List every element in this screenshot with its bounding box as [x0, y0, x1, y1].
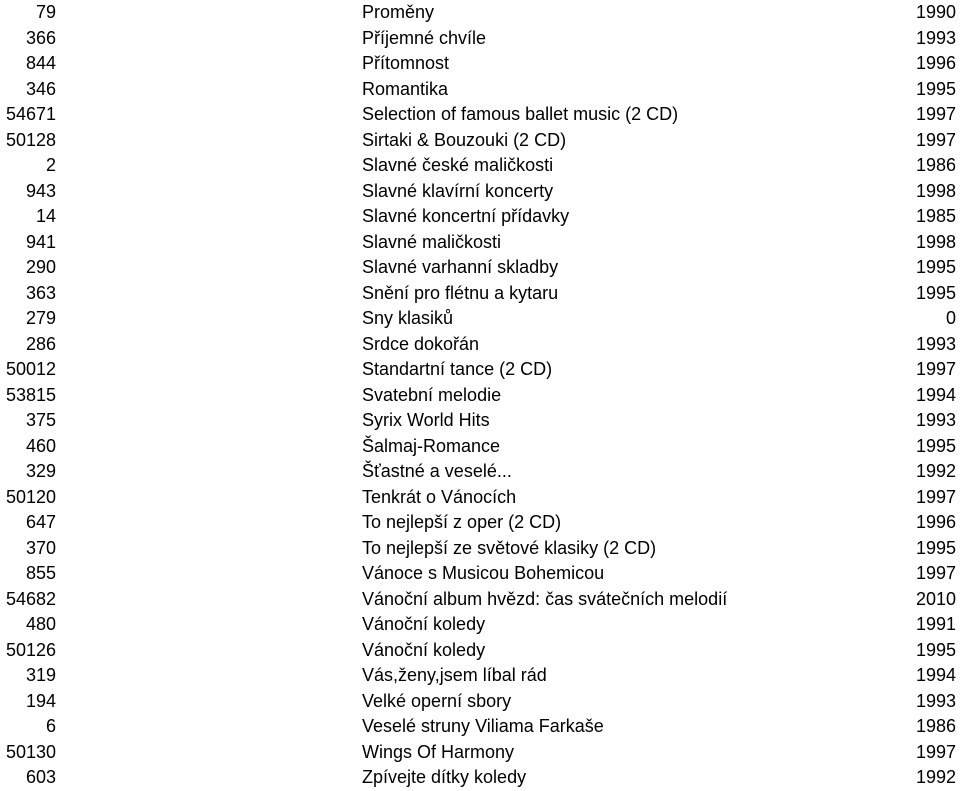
album-title-cell: Proměny: [362, 2, 435, 22]
album-title-cell: Šťastné a veselé...: [362, 461, 512, 481]
album-id-cell: 54682: [5, 588, 56, 609]
album-year-cell: 1995: [915, 78, 956, 99]
album-title-cell: Slavné klavírní koncerty: [362, 180, 554, 201]
album-id-cell: 50126: [5, 639, 56, 660]
album-year-cell: 1986: [915, 155, 956, 175]
table-row: [0, 281, 960, 307]
album-year-cell: 1993: [915, 410, 956, 430]
table-row: [0, 510, 960, 536]
album-id-cell: 603: [25, 767, 56, 787]
album-year-cell: 1997: [915, 563, 956, 583]
table-row: [0, 663, 960, 689]
album-id-cell: 480: [25, 614, 56, 634]
album-title-cell: Vánoční koledy: [362, 614, 486, 634]
album-id-cell: 290: [25, 257, 56, 277]
table-row: [0, 332, 960, 358]
album-id-cell: 6: [45, 716, 56, 736]
album-title-cell: Wings Of Harmony: [362, 741, 515, 762]
album-id-cell: 50128: [5, 129, 56, 150]
album-id-cell: 375: [25, 410, 56, 430]
album-id-cell: 286: [25, 333, 56, 354]
album-id-cell: 50120: [5, 486, 56, 507]
album-year-cell: 1992: [915, 461, 956, 481]
table-row: [0, 357, 960, 383]
table-row: [0, 434, 960, 460]
album-title-cell: Vánoční album hvězd: čas svátečních melodií: [362, 588, 728, 609]
table-row: [0, 561, 960, 587]
album-id-cell: 855: [25, 563, 56, 583]
album-id-cell: 844: [25, 53, 56, 73]
album-title-cell: Romantika: [362, 78, 449, 99]
album-id-cell: 647: [25, 512, 56, 532]
album-year-cell: 0: [945, 308, 956, 328]
table-row: [0, 765, 960, 791]
table-row: [0, 740, 960, 766]
album-id-cell: 53815: [5, 384, 56, 405]
table-row: [0, 102, 960, 128]
album-id-cell: 50012: [5, 359, 56, 379]
album-title-cell: Velké operní sbory: [362, 690, 512, 711]
album-title-cell: Slavné maličkosti: [362, 231, 502, 252]
album-title-cell: Vánoce s Musicou Bohemicou: [362, 563, 605, 583]
album-id-cell: 329: [25, 461, 56, 481]
album-year-cell: 1985: [915, 206, 956, 226]
album-year-cell: 1995: [915, 537, 956, 558]
album-title-cell: Slavné české maličkosti: [362, 155, 554, 175]
album-year-cell: 1997: [915, 359, 956, 379]
table-row: [0, 689, 960, 715]
table-row: [0, 306, 960, 332]
album-year-cell: 1993: [915, 690, 956, 711]
album-id-cell: 14: [35, 206, 56, 226]
album-id-cell: 279: [25, 308, 56, 328]
album-year-cell: 1997: [915, 129, 956, 150]
album-year-cell: 1995: [915, 639, 956, 660]
table-row: [0, 77, 960, 103]
table-row: [0, 408, 960, 434]
album-title-cell: Tenkrát o Vánocích: [362, 486, 517, 507]
table-row: [0, 0, 960, 26]
album-year-cell: 1995: [915, 257, 956, 277]
album-title-cell: To nejlepší ze světové klasiky (2 CD): [362, 537, 657, 558]
album-title-cell: Vás,ženy,jsem líbal rád: [362, 665, 547, 685]
album-title-cell: Zpívejte dítky koledy: [362, 767, 527, 787]
album-title-cell: Veselé struny Viliama Farkaše: [362, 716, 604, 736]
album-id-cell: 319: [25, 665, 56, 685]
album-year-cell: 1992: [915, 767, 956, 787]
album-year-cell: 1995: [915, 282, 956, 303]
album-title-cell: Syrix World Hits: [362, 410, 490, 430]
album-year-cell: 1995: [915, 435, 956, 456]
album-year-cell: 1986: [915, 716, 956, 736]
table-row: [0, 638, 960, 664]
album-year-cell: 1997: [915, 104, 956, 124]
album-year-cell: 1993: [915, 27, 956, 48]
table-row: [0, 714, 960, 740]
table-row: [0, 536, 960, 562]
album-year-cell: 1994: [915, 665, 956, 685]
album-title-cell: Sny klasiků: [362, 308, 454, 328]
album-title-cell: Svatební melodie: [362, 384, 502, 405]
album-title-cell: Selection of famous ballet music (2 CD): [362, 104, 679, 124]
table-row: [0, 485, 960, 511]
table-row: [0, 612, 960, 638]
album-title-cell: Šalmaj-Romance: [362, 435, 501, 456]
album-year-cell: 1990: [915, 2, 956, 22]
album-title-cell: Sirtaki & Bouzouki (2 CD): [362, 129, 567, 150]
album-id-cell: 2: [45, 155, 56, 175]
album-id-cell: 79: [35, 2, 56, 22]
album-title-cell: Slavné koncertní přídavky: [362, 206, 570, 226]
album-year-cell: 1996: [915, 512, 956, 532]
album-id-cell: 941: [25, 231, 56, 252]
table-row: [0, 204, 960, 230]
album-year-cell: 1997: [915, 486, 956, 507]
album-year-cell: 1996: [915, 53, 956, 73]
table-row: [0, 153, 960, 179]
album-year-cell: 1993: [915, 333, 956, 354]
album-id-cell: 363: [25, 282, 56, 303]
album-title-cell: Vánoční koledy: [362, 639, 486, 660]
album-title-cell: Standartní tance (2 CD): [362, 359, 553, 379]
album-year-cell: 1991: [915, 614, 956, 634]
album-id-cell: 346: [25, 78, 56, 99]
album-title-cell: Přítomnost: [362, 53, 450, 73]
album-title-cell: Srdce dokořán: [362, 333, 480, 354]
album-year-cell: 1994: [915, 384, 956, 405]
album-title-cell: Příjemné chvíle: [362, 27, 487, 48]
album-id-cell: 460: [25, 435, 56, 456]
album-year-cell: 1998: [915, 180, 956, 201]
album-year-cell: 1998: [915, 231, 956, 252]
table-row: [0, 128, 960, 154]
album-year-cell: 1997: [915, 741, 956, 762]
table-row: [0, 179, 960, 205]
table-row: [0, 255, 960, 281]
album-title-cell: Slavné varhanní skladby: [362, 257, 559, 277]
album-id-cell: 366: [25, 27, 56, 48]
table-row: [0, 26, 960, 52]
table-row: [0, 383, 960, 409]
table-row: [0, 459, 960, 485]
album-id-cell: 194: [25, 690, 56, 711]
table-row: [0, 587, 960, 613]
table-row: [0, 230, 960, 256]
album-year-cell: 2010: [915, 588, 956, 609]
album-id-cell: 943: [25, 180, 56, 201]
album-id-cell: 54671: [5, 104, 56, 124]
album-title-cell: To nejlepší z oper (2 CD): [362, 512, 562, 532]
album-id-cell: 370: [25, 537, 56, 558]
album-id-cell: 50130: [5, 741, 56, 762]
table-row: [0, 51, 960, 77]
album-title-cell: Snění pro flétnu a kytaru: [362, 282, 559, 303]
